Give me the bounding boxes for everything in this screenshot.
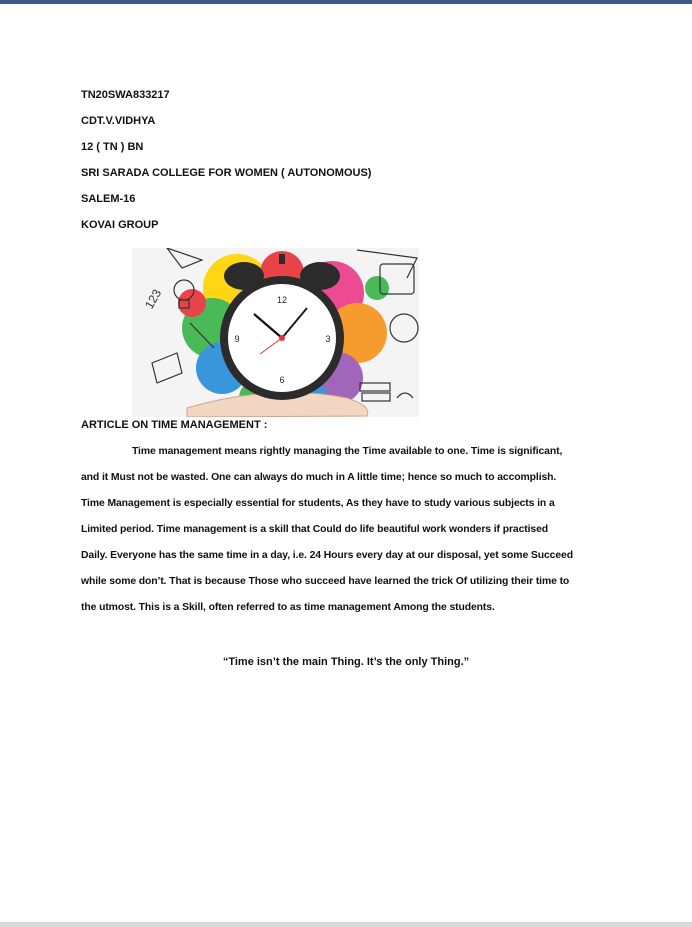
clock-center [279,335,285,341]
article-line-2: and it Must not be wasted. One can always do much in A little time; hence so much to accomplish. [81,472,557,483]
article-line-5: Daily. Everyone has the same time in a day, i.e. 24 Hours every day at our disposal, yet some Succeed [81,550,573,561]
clock-number-6: 6 [279,375,285,385]
document-top-border [0,0,692,4]
college-name: SRI SARADA COLLEGE FOR WOMEN ( AUTONOMOUS) [81,167,372,179]
alarm-clock-illustration [132,248,419,417]
city: SALEM-16 [81,193,136,205]
article-line-1: Time management means rightly managing the Time available to one. Time is significant, [132,446,563,457]
cadet-name: CDT.V.VIDHYA [81,115,156,127]
clock-number-12: 12 [276,295,288,305]
article-heading: ARTICLE ON TIME MANAGEMENT : [81,419,268,431]
battalion: 12 ( TN ) BN [81,141,144,153]
article-line-4: Limited period. Time management is a skill that Could do life beautiful work wonders if practised [81,524,549,535]
clock-number-3: 3 [325,334,331,344]
doodle-number: 123 [142,286,165,312]
group-name: KOVAI GROUP [81,219,159,231]
article-line-3: Time Management is especially essential for students, As they have to study various subjects in a [81,498,555,509]
article-quote: “Time isn’t the main Thing. It’s the only Thing.” [222,656,470,668]
document-bottom-border [0,922,692,927]
clock-number-9: 9 [234,334,240,344]
cadet-id: TN20SWA833217 [81,89,170,101]
article-line-7: the utmost. This is a Skill, often referred to as time management Among the students. [81,602,495,613]
article-line-6: while some don’t. That is because Those who succeed have learned the trick Of utilizing their time to [81,576,570,587]
bell-hammer [279,254,285,264]
